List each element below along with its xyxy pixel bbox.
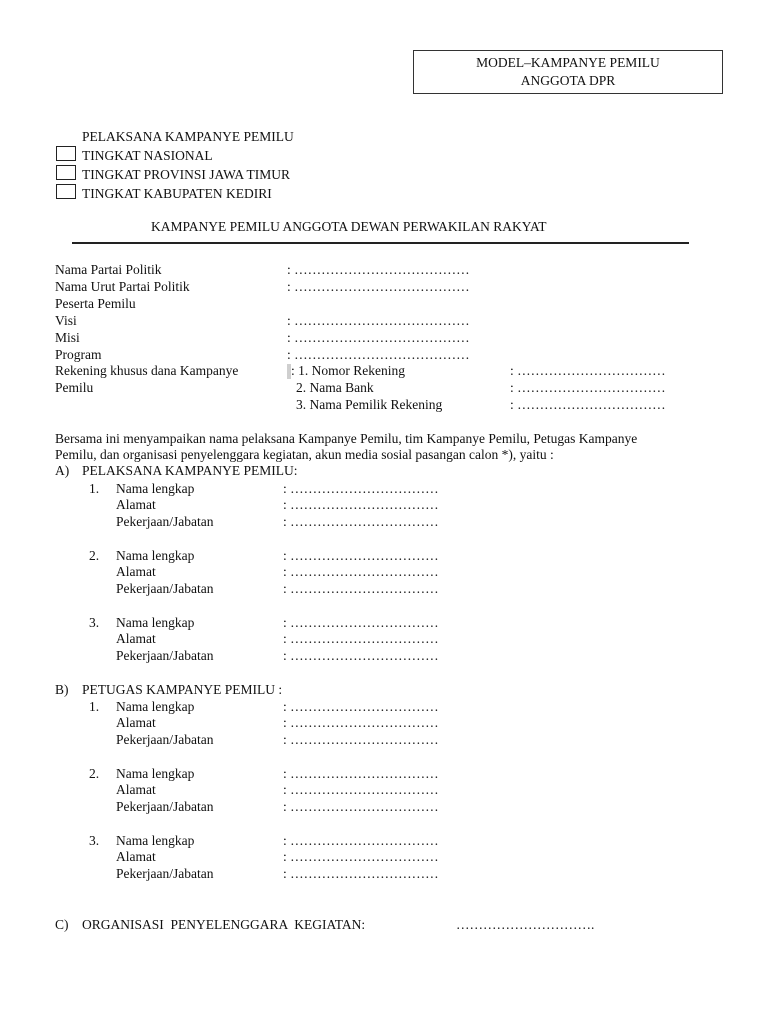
- field-value-program[interactable]: : …………………………………: [287, 347, 470, 362]
- section-c-title: ORGANISASI PENYELENGGARA KEGIATAN:: [82, 917, 366, 932]
- level-nasional-label: TINGKAT NASIONAL: [82, 148, 213, 163]
- a2-alamat-value[interactable]: : ……………………………: [283, 564, 439, 579]
- b2-alamat-label: Alamat: [116, 782, 156, 797]
- b3-nama-label: Nama lengkap: [116, 833, 195, 848]
- a3-alamat-label: Alamat: [116, 631, 156, 646]
- b2-nama-label: Nama lengkap: [116, 766, 195, 781]
- a2-pekerjaan-label: Pekerjaan/Jabatan: [116, 581, 214, 596]
- section-c-value[interactable]: ………………………….: [456, 917, 595, 932]
- a2-nama-value[interactable]: : ……………………………: [283, 548, 439, 563]
- checkbox-kabupaten[interactable]: [56, 184, 76, 199]
- b1-alamat-value[interactable]: : ……………………………: [283, 715, 439, 730]
- a3-number: 3.: [89, 615, 100, 630]
- a3-alamat-value[interactable]: : ……………………………: [283, 631, 439, 646]
- b2-alamat-value[interactable]: : ……………………………: [283, 782, 439, 797]
- b2-pekerjaan-value[interactable]: : ……………………………: [283, 799, 439, 814]
- b1-alamat-label: Alamat: [116, 715, 156, 730]
- a3-pekerjaan-label: Pekerjaan/Jabatan: [116, 648, 214, 663]
- section-b-title: PETUGAS KAMPANYE PEMILU :: [82, 682, 283, 697]
- field-label-peserta-pemilu: Peserta Pemilu: [55, 296, 136, 311]
- a1-alamat-label: Alamat: [116, 497, 156, 512]
- a1-alamat-value[interactable]: : ……………………………: [283, 497, 439, 512]
- rekening-item-nomor-value[interactable]: : ……………………………: [510, 363, 666, 378]
- section-a-title: PELAKSANA KAMPANYE PEMILU:: [82, 463, 298, 478]
- model-title-line1: MODEL–KAMPANYE PEMILU: [476, 55, 660, 70]
- b1-nama-label: Nama lengkap: [116, 699, 195, 714]
- level-kabupaten-label: TINGKAT KABUPATEN KEDIRI: [82, 186, 272, 201]
- field-label-visi: Visi: [55, 313, 77, 328]
- rekening-item-bank-value[interactable]: : ……………………………: [510, 380, 666, 395]
- a2-nama-label: Nama lengkap: [116, 548, 195, 563]
- checkbox-nasional[interactable]: [56, 146, 76, 161]
- b3-number: 3.: [89, 833, 100, 848]
- field-value-misi[interactable]: : …………………………………: [287, 330, 470, 345]
- field-label-program: Program: [55, 347, 102, 362]
- field-label-nomor-urut: Nama Urut Partai Politik: [55, 279, 190, 294]
- b3-pekerjaan-value[interactable]: : ……………………………: [283, 866, 439, 881]
- rekening-item-nomor-label: : 1. Nomor Rekening: [291, 363, 405, 378]
- model-title-line2: ANGGOTA DPR: [520, 73, 616, 88]
- a3-nama-label: Nama lengkap: [116, 615, 195, 630]
- b3-alamat-label: Alamat: [116, 849, 156, 864]
- title-underline: [72, 242, 689, 244]
- section-b-marker: B): [55, 682, 69, 697]
- b1-pekerjaan-label: Pekerjaan/Jabatan: [116, 732, 214, 747]
- a1-pekerjaan-value[interactable]: : ……………………………: [283, 514, 439, 529]
- a1-nama-value[interactable]: : ……………………………: [283, 481, 439, 496]
- intro-line-2: Pemilu, dan organisasi penyelenggara kegiatan, akun media sosial pasangan calon *), yaitu :: [55, 447, 554, 462]
- field-value-visi[interactable]: : …………………………………: [287, 313, 470, 328]
- rekening-item-pemilik-label: 3. Nama Pemilik Rekening: [296, 397, 443, 412]
- rekening-label-line1: Rekening khusus dana Kampanye: [55, 363, 239, 378]
- b2-nama-value[interactable]: : ……………………………: [283, 766, 439, 781]
- b3-nama-value[interactable]: : ……………………………: [283, 833, 439, 848]
- rekening-item-pemilik-value[interactable]: : ……………………………: [510, 397, 666, 412]
- field-value-nama-partai[interactable]: : …………………………………: [287, 262, 470, 277]
- a1-nama-label: Nama lengkap: [116, 481, 195, 496]
- a1-number: 1.: [89, 481, 100, 496]
- b2-pekerjaan-label: Pekerjaan/Jabatan: [116, 799, 214, 814]
- main-title: KAMPANYE PEMILU ANGGOTA DEWAN PERWAKILAN RAKYAT: [151, 219, 547, 234]
- section-a-marker: A): [55, 463, 70, 478]
- field-value-nomor-urut[interactable]: : …………………………………: [287, 279, 470, 294]
- a3-nama-value[interactable]: : ……………………………: [283, 615, 439, 630]
- b1-number: 1.: [89, 699, 100, 714]
- a2-pekerjaan-value[interactable]: : ……………………………: [283, 581, 439, 596]
- b1-pekerjaan-value[interactable]: : ……………………………: [283, 732, 439, 747]
- section-c-marker: C): [55, 917, 69, 932]
- a2-alamat-label: Alamat: [116, 564, 156, 579]
- field-label-nama-partai: Nama Partai Politik: [55, 262, 162, 277]
- level-provinsi-label: TINGKAT PROVINSI JAWA TIMUR: [82, 167, 291, 182]
- a3-pekerjaan-value[interactable]: : ……………………………: [283, 648, 439, 663]
- b2-number: 2.: [89, 766, 100, 781]
- field-label-misi: Misi: [55, 330, 80, 345]
- b3-alamat-value[interactable]: : ……………………………: [283, 849, 439, 864]
- a1-pekerjaan-label: Pekerjaan/Jabatan: [116, 514, 214, 529]
- rekening-item-bank-label: 2. Nama Bank: [296, 380, 374, 395]
- a2-number: 2.: [89, 548, 100, 563]
- b1-nama-value[interactable]: : ……………………………: [283, 699, 439, 714]
- model-header-box: [413, 50, 723, 94]
- checkbox-provinsi[interactable]: [56, 165, 76, 180]
- b3-pekerjaan-label: Pekerjaan/Jabatan: [116, 866, 214, 881]
- pelaksana-heading: PELAKSANA KAMPANYE PEMILU: [82, 129, 294, 144]
- rekening-label-line2: Pemilu: [55, 380, 94, 395]
- intro-line-1: Bersama ini menyampaikan nama pelaksana Kampanye Pemilu, tim Kampanye Pemilu, Petugas Kampanye: [55, 431, 638, 446]
